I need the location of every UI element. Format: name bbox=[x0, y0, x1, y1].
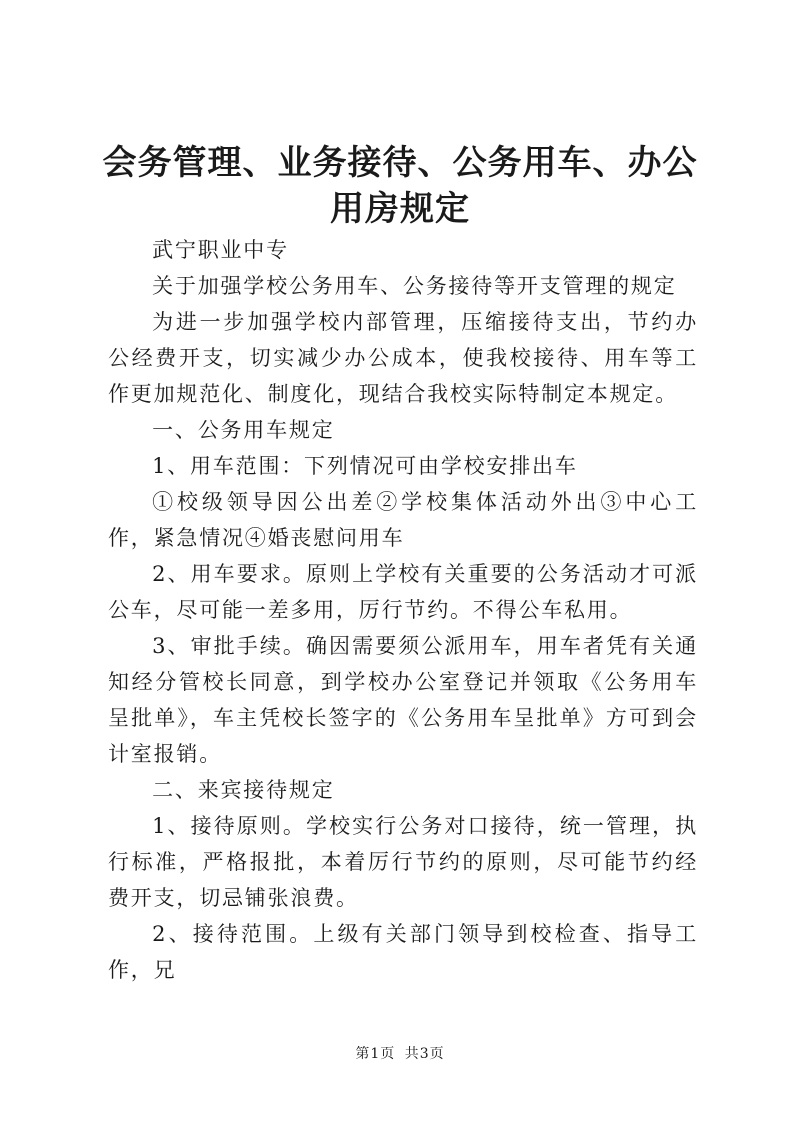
reception-principle: 1、接待原则。学校实行公务对口接待，统一管理，执行标准，严格报批，本着厉行节约的原则，尽可能节约经费开支，切忌铺张浪费。 bbox=[108, 814, 698, 910]
page-total: 共3页 bbox=[404, 1046, 445, 1062]
document-body bbox=[108, 232, 698, 988]
page-footer bbox=[0, 1043, 800, 1063]
vehicle-scope-items: ①校级领导因公出差②学校集体活动外出③中心工作，紧急情况④婚丧慰问用车 bbox=[108, 490, 698, 550]
reception-scope: 2、接待范围。上级有关部门领导到校检查、指导工作，兄 bbox=[108, 922, 698, 982]
document-title: 会务管理、业务接待、公务用车、办公用房规定 bbox=[102, 143, 698, 229]
vehicle-scope: 1、用车范围：下列情况可由学校安排出车 bbox=[152, 454, 578, 478]
vehicle-requirements: 2、用车要求。原则上学校有关重要的公务活动才可派公车，尽可能一差多用，厉行节约。不得公车私用。 bbox=[108, 562, 698, 622]
section-heading-vehicle: 一、公务用车规定 bbox=[152, 418, 335, 442]
regulation-title: 关于加强学校公务用车、公务接待等开支管理的规定 bbox=[152, 274, 677, 298]
vehicle-approval: 3、审批手续。确因需要须公派用车，用车者凭有关通知经分管校长同意，到学校办公室登记并领取《公务用车呈批单》，车主凭校长签字的《公务用车呈批单》方可到会计室报销。 bbox=[108, 634, 698, 766]
page-number: 第1页 bbox=[355, 1046, 396, 1062]
section-heading-reception: 二、来宾接待规定 bbox=[152, 778, 335, 802]
school-name: 武宁职业中专 bbox=[152, 238, 289, 262]
intro-paragraph: 为进一步加强学校内部管理，压缩接待支出，节约办公经费开支，切实减少办公成本，使我校接待、用车等工作更加规范化、制度化，现结合我校实际特制定本规定。 bbox=[108, 310, 698, 406]
